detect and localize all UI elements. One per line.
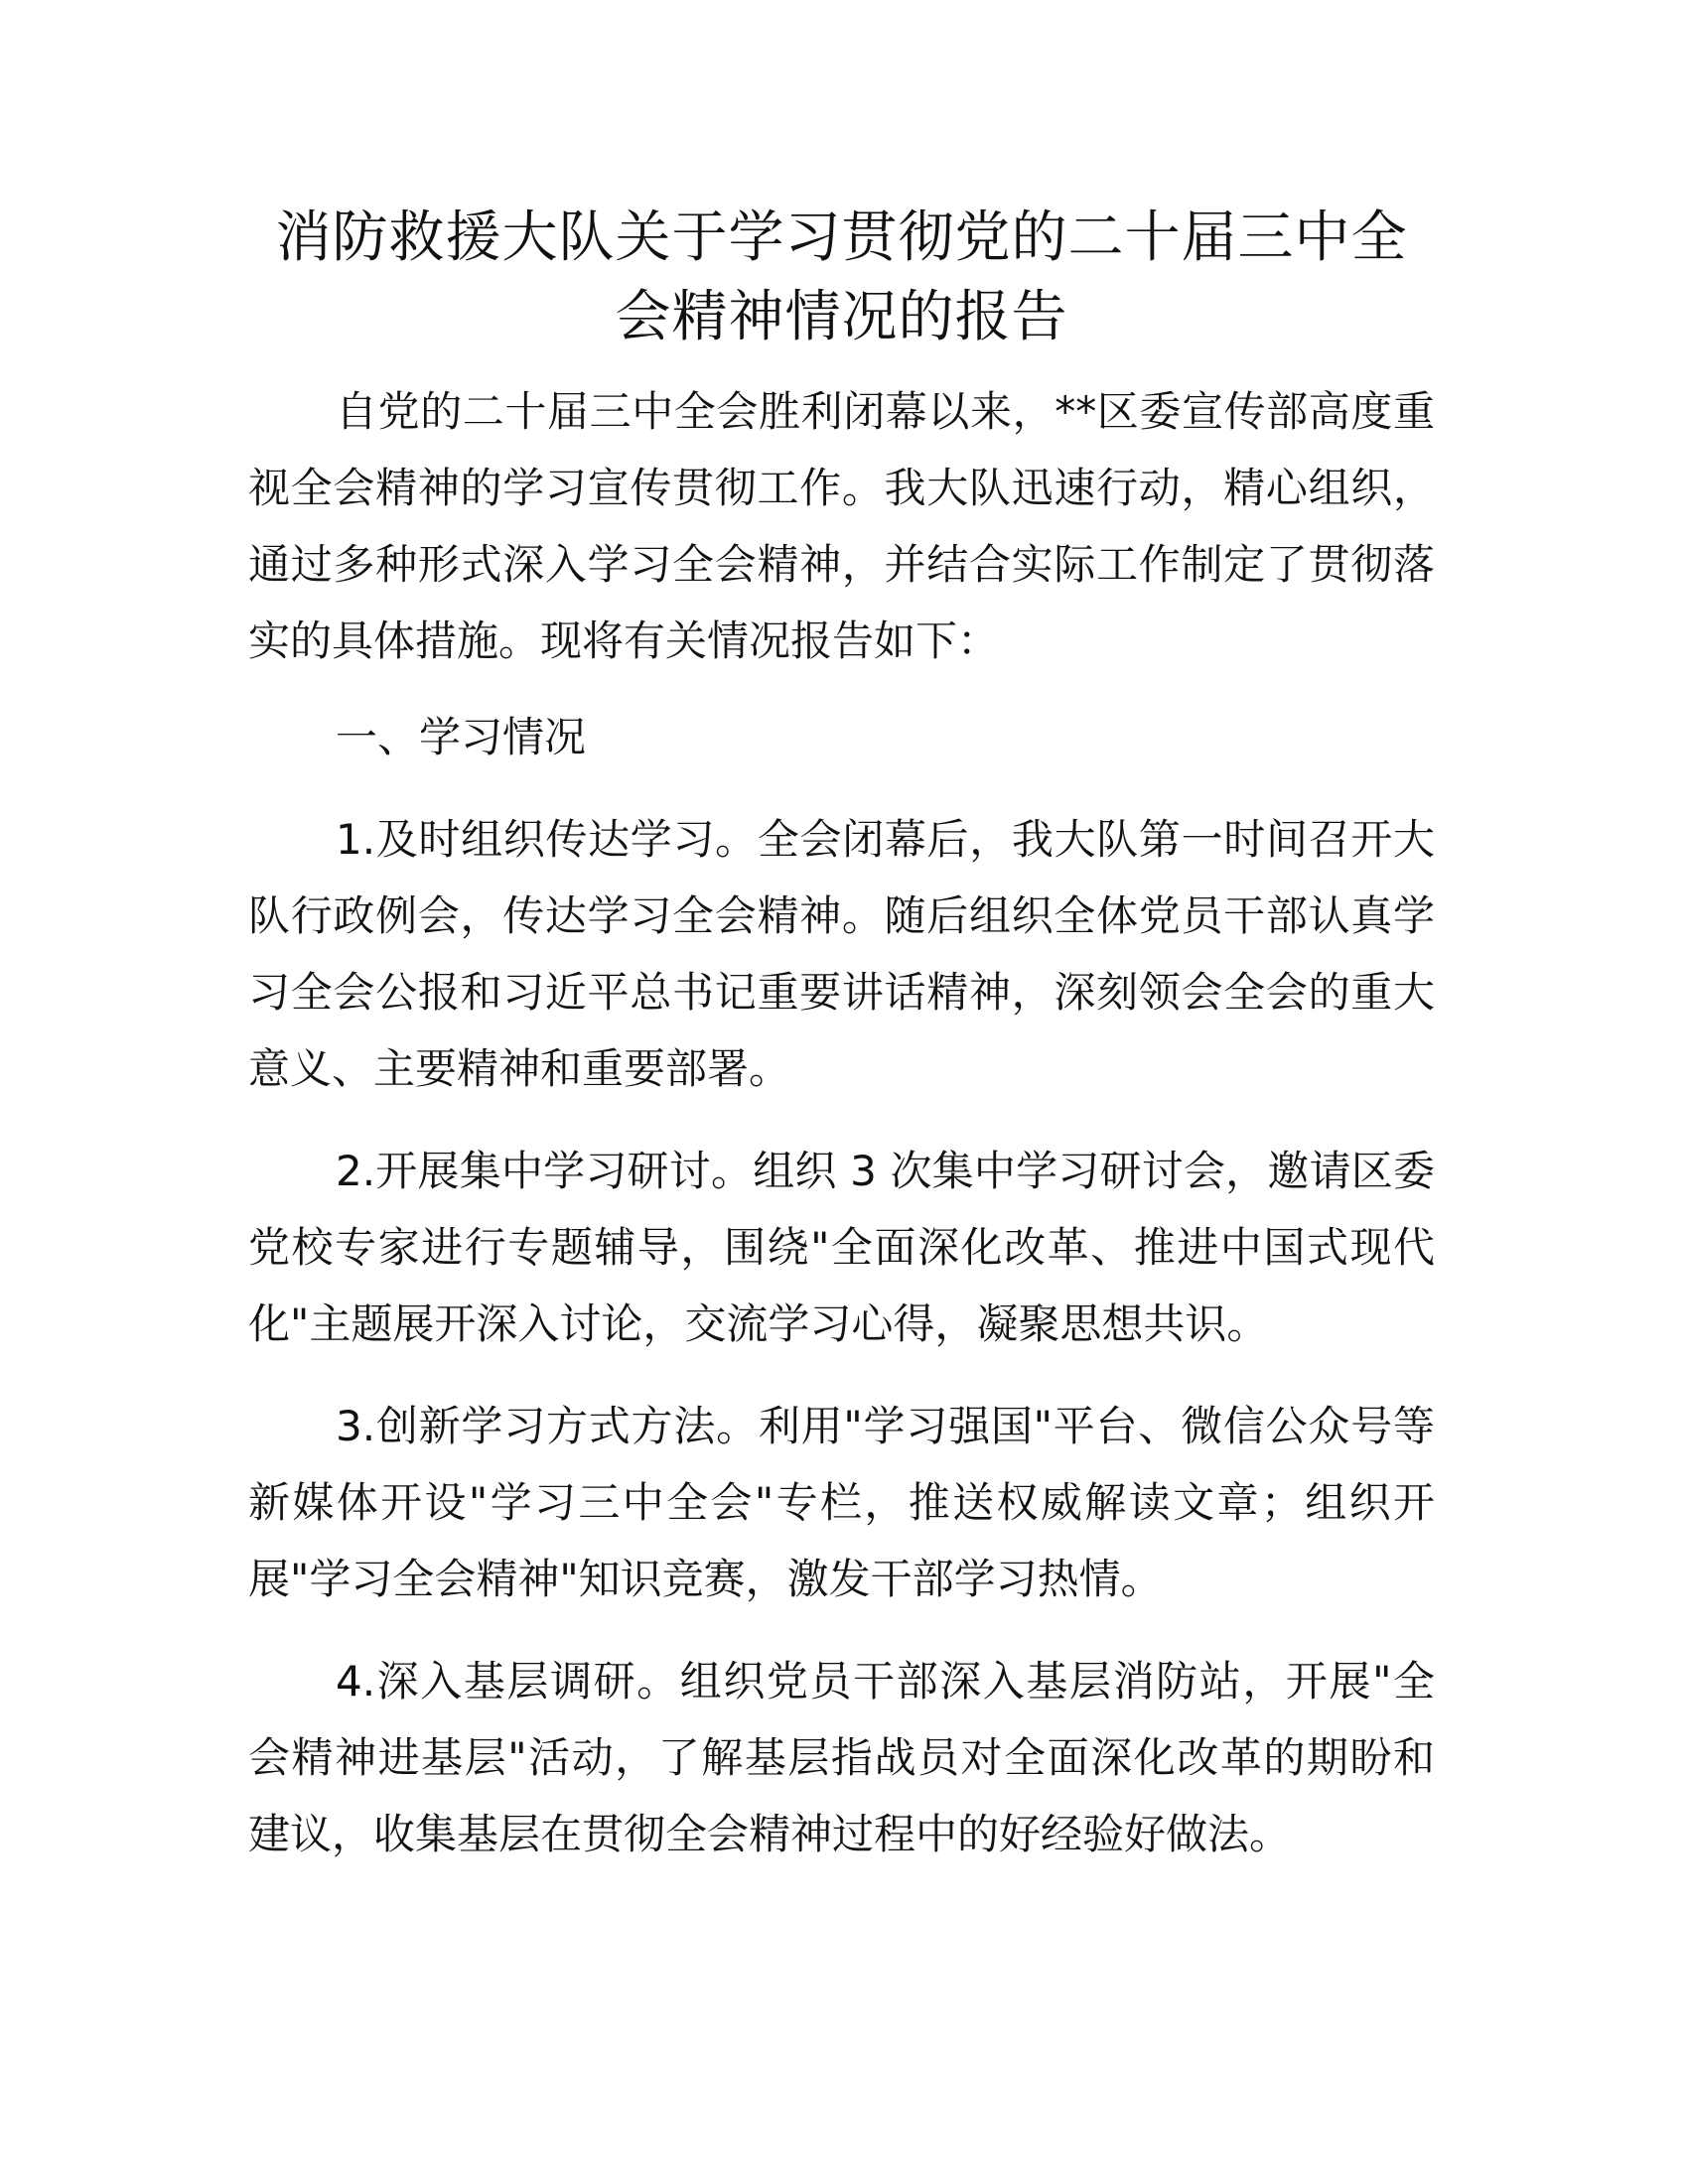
- title-line-1: 消防救援大队关于学习贯彻党的二十届三中全: [275, 205, 1408, 270]
- item-paragraph-1: 1.及时组织传达学习。全会闭幕后，我大队第一时间召开大队行政例会，传达学习全会精神。随后组织全体党员干部认真学习全会公报和习近平总书记重要讲话精神，深刻领会全会的重大意义、主要精神和重要部署。: [248, 815, 1435, 1093]
- title-line-2: 会精神情况的报告: [615, 285, 1068, 349]
- item-paragraph-4: 4.深入基层调研。组织党员干部深入基层消防站，开展"全会精神进基层"活动，了解基层指战员对全面深化改革的期盼和建议，收集基层在贯彻全会精神过程中的好经验好做法。: [248, 1657, 1435, 1858]
- section-heading-study: 一、学习情况: [336, 713, 587, 761]
- item-paragraph-3: 3.创新学习方式方法。利用"学习强国"平台、微信公众号等新媒体开设"学习三中全会"专栏，推送权威解读文章；组织开展"学习全会精神"知识竞赛，激发干部学习热情。: [248, 1402, 1435, 1603]
- document-body: [248, 199, 1435, 1872]
- document-title: [248, 199, 1435, 357]
- intro-paragraph: 自党的二十届三中全会胜利闭幕以来，**区委宣传部高度重视全会精神的学习宣传贯彻工作。我大队迅速行动，精心组织，通过多种形式深入学习全会精神，并结合实际工作制定了贯彻落实的具体措施。现将有关情况报告如下：: [248, 387, 1435, 665]
- item-paragraph-2: 2.开展集中学习研讨。组织 3 次集中学习研讨会，邀请区委党校专家进行专题辅导，围绕"全面深化改革、推进中国式现代化"主题展开深入讨论，交流学习心得，凝聚思想共识。: [248, 1147, 1435, 1348]
